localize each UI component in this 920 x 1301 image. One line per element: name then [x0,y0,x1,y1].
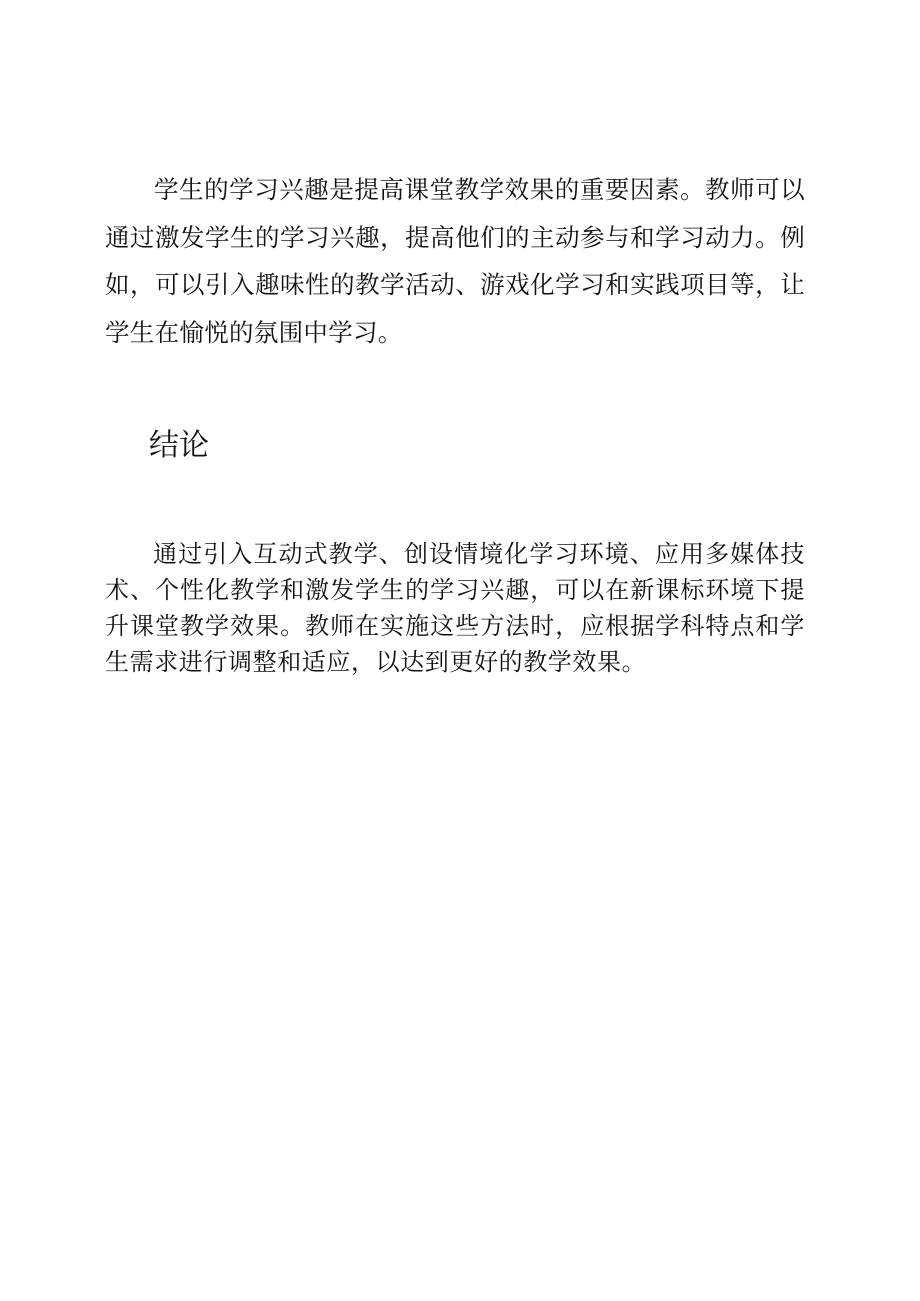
paragraph-learning-interest: 学生的学习兴趣是提高课堂教学效果的重要因素。教师可以通过激发学生的学习兴趣，提高他们的主动参与和学习动力。例如，可以引入趣味性的教学活动、游戏化学习和实践项目等，让学生在愉悦的氛围中学习。 [105,175,805,347]
conclusion-paragraph: 通过引入互动式教学、创设情境化学习环境、应用多媒体技术、个性化教学和激发学生的学习兴趣，可以在新课标环境下提升课堂教学效果。教师在实施这些方法时，应根据学科特点和学生需求进行调整和适应，以达到更好的教学效果。 [105,540,805,676]
document-body [105,166,805,680]
conclusion-heading: 结论 [149,428,209,463]
